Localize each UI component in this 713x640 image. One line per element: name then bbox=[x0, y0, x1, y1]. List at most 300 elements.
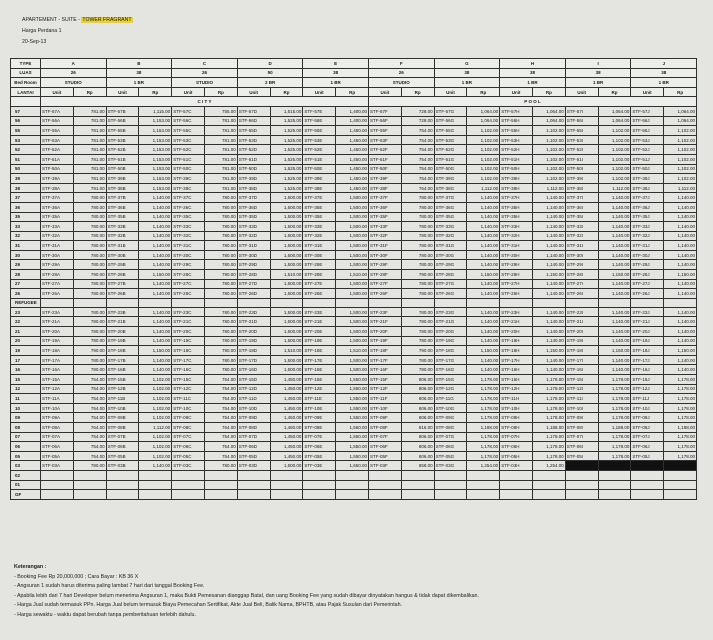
floor-row bbox=[11, 154, 697, 164]
unit-code: STF-33H bbox=[500, 222, 533, 232]
unit-code: STF-06E bbox=[303, 442, 336, 452]
unit-code: STF-38F bbox=[368, 183, 401, 193]
unit-code: STF-50C bbox=[172, 164, 205, 174]
unit-price: 1,150.00 bbox=[467, 270, 500, 280]
unit-price: 754.00 bbox=[204, 375, 237, 385]
floor-row bbox=[11, 461, 697, 471]
unit-price: 1,500.00 bbox=[336, 212, 369, 222]
unit-price: 754.00 bbox=[204, 384, 237, 394]
unit-code: STF-19A bbox=[41, 336, 74, 346]
empty-cell bbox=[434, 470, 467, 480]
refugee-cell bbox=[139, 298, 172, 307]
unit-code: STF-16G bbox=[434, 365, 467, 375]
unit-price: 1,178.00 bbox=[532, 442, 565, 452]
unit-code: STF-35I bbox=[565, 212, 598, 222]
unit-price: 790.00 bbox=[73, 270, 106, 280]
unit-code: STF-32A bbox=[41, 231, 74, 241]
unit-price: 1,140.00 bbox=[467, 202, 500, 212]
unit-price: 1,550.00 bbox=[336, 442, 369, 452]
unit-code: STF-12J bbox=[631, 384, 664, 394]
unit-code: STF-03H bbox=[500, 461, 533, 471]
unit-code: STF-06B bbox=[106, 442, 139, 452]
unit-code: STF-55F bbox=[368, 126, 401, 136]
unit-price: 1,500.00 bbox=[270, 212, 303, 222]
unit-code: STF-16E bbox=[303, 365, 336, 375]
unit-code: STF-33D bbox=[237, 222, 270, 232]
unit-price bbox=[664, 461, 697, 471]
unit-price: 1,178.00 bbox=[598, 413, 631, 423]
unit-price: 790.00 bbox=[204, 346, 237, 356]
unit-code: STF-15D bbox=[237, 375, 270, 385]
unit-price: 1,150.00 bbox=[532, 270, 565, 280]
unit-code: STF-08J bbox=[631, 422, 664, 432]
unit-code: STF-19I bbox=[565, 336, 598, 346]
unit-code: STF-31J bbox=[631, 241, 664, 251]
unit-code: STF-50I bbox=[565, 164, 598, 174]
unit-price: 1,102.00 bbox=[139, 384, 172, 394]
unit-price: 1,178.00 bbox=[664, 432, 697, 442]
unit-code: STF-19B bbox=[106, 336, 139, 346]
floor-row bbox=[11, 317, 697, 327]
floor-number: 55 bbox=[11, 126, 41, 136]
unit-code: STF-17D bbox=[237, 355, 270, 365]
unit-price: 1,450.00 bbox=[270, 403, 303, 413]
unit-code: STF-11I bbox=[565, 394, 598, 404]
empty-cell bbox=[598, 470, 631, 480]
floor-number: 31 bbox=[11, 241, 41, 251]
unit-price: 754.00 bbox=[401, 145, 434, 155]
unit-price: 1,178.00 bbox=[598, 384, 631, 394]
unit-price: 781.00 bbox=[204, 145, 237, 155]
type-letter: C bbox=[172, 59, 238, 69]
unit-price: 780.00 bbox=[204, 222, 237, 232]
unit-price: 780.00 bbox=[204, 327, 237, 337]
unit-code: STF-19J bbox=[631, 336, 664, 346]
unit-header: Unit bbox=[631, 87, 664, 97]
unit-code: STF-17J bbox=[631, 355, 664, 365]
unit-price: 1,500.00 bbox=[336, 289, 369, 299]
unit-code: STF-36C bbox=[172, 202, 205, 212]
unit-code: STF-57A bbox=[41, 106, 74, 116]
unit-price: 780.00 bbox=[204, 260, 237, 270]
unit-price: 755.00 bbox=[204, 106, 237, 116]
floor-row bbox=[11, 394, 697, 404]
unit-code: STF-12C bbox=[172, 384, 205, 394]
floor-row bbox=[11, 432, 697, 442]
unit-price: 1,150.00 bbox=[664, 346, 697, 356]
unit-price: 1,064.00 bbox=[664, 116, 697, 126]
unit-code: STF-07F bbox=[368, 432, 401, 442]
unit-code: STF-35A bbox=[41, 212, 74, 222]
unit-price: 1,140.00 bbox=[532, 365, 565, 375]
unit-code: STF-11E bbox=[303, 394, 336, 404]
empty-cell bbox=[204, 480, 237, 490]
unit-price: 1,140.00 bbox=[664, 279, 697, 289]
unit-code: STF-37F bbox=[368, 193, 401, 203]
unit-price: 1,140.00 bbox=[139, 260, 172, 270]
unit-price: 781.00 bbox=[73, 106, 106, 116]
unit-price: 1,140.00 bbox=[467, 212, 500, 222]
floor-row bbox=[11, 260, 697, 270]
unit-price: 1,500.00 bbox=[270, 260, 303, 270]
unit-code: STF-29B bbox=[106, 260, 139, 270]
bedroom-value: 1 BR bbox=[500, 78, 566, 88]
unit-code: STF-21C bbox=[172, 317, 205, 327]
unit-price: 1,500.00 bbox=[336, 317, 369, 327]
unit-code: STF-28J bbox=[631, 270, 664, 280]
unit-price: 1,102.00 bbox=[664, 154, 697, 164]
rp-header: Rp bbox=[401, 87, 434, 97]
unit-code: STF-11J bbox=[631, 394, 664, 404]
unit-code: STF-38J bbox=[631, 183, 664, 193]
unit-code: STF-57G bbox=[434, 106, 467, 116]
type-letter: F bbox=[368, 59, 434, 69]
unit-price: 1,102.00 bbox=[532, 135, 565, 145]
unit-code: STF-33F bbox=[368, 222, 401, 232]
type-letter: J bbox=[631, 59, 697, 69]
empty-cell bbox=[336, 490, 369, 500]
floor-row bbox=[11, 355, 697, 365]
unit-code: STF-20D bbox=[237, 327, 270, 337]
refugee-cell bbox=[303, 298, 336, 307]
empty-cell bbox=[532, 470, 565, 480]
floor-row bbox=[11, 442, 697, 452]
unit-price: 1,188.00 bbox=[598, 422, 631, 432]
unit-code: STF-05I bbox=[565, 451, 598, 461]
unit-price: 1,178.00 bbox=[664, 442, 697, 452]
unit-code: STF-53D bbox=[237, 135, 270, 145]
floor-row bbox=[11, 231, 697, 241]
unit-price: 1,140.00 bbox=[598, 279, 631, 289]
unit-code: STF-50D bbox=[237, 164, 270, 174]
unit-code: STF-18H bbox=[500, 346, 533, 356]
unit-code: STF-39G bbox=[434, 174, 467, 184]
unit-price: 1,178.00 bbox=[532, 413, 565, 423]
unit-code: STF-28F bbox=[368, 270, 401, 280]
unit-price: 1,525.00 bbox=[270, 145, 303, 155]
unit-price: 1,500.00 bbox=[270, 355, 303, 365]
unit-price: 1,102.00 bbox=[532, 154, 565, 164]
unit-code: STF-17G bbox=[434, 355, 467, 365]
unit-code: STF-15I bbox=[565, 375, 598, 385]
floor-row bbox=[11, 174, 697, 184]
unit-price: 1,500.00 bbox=[336, 250, 369, 260]
floor-number: 09 bbox=[11, 413, 41, 423]
unit-price: 1,140.00 bbox=[664, 231, 697, 241]
bedroom-value: 1 BR bbox=[106, 78, 172, 88]
luas-label: LUAS bbox=[11, 68, 41, 78]
unit-price: 780.00 bbox=[73, 193, 106, 203]
unit-price: 1,188.00 bbox=[532, 422, 565, 432]
unit-price: 1,178.00 bbox=[598, 375, 631, 385]
note-line: - Harga sewaktu - waktu dapat berubah tanpa pemberitahuan terlebih dahulu. bbox=[14, 611, 196, 618]
empty-cell bbox=[368, 470, 401, 480]
unit-code: STF-27A bbox=[41, 279, 74, 289]
unit-code: STF-37D bbox=[237, 193, 270, 203]
unit-code: STF-29C bbox=[172, 260, 205, 270]
unit-price: 728.00 bbox=[401, 106, 434, 116]
unit-price: 781.00 bbox=[204, 154, 237, 164]
floor-number: 37 bbox=[11, 193, 41, 203]
unit-price: 1,140.00 bbox=[598, 241, 631, 251]
notes-title: Keterangan : bbox=[14, 564, 47, 570]
unit-price: 1,450.00 bbox=[270, 394, 303, 404]
unit-price: 1,500.00 bbox=[270, 250, 303, 260]
unit-price: 1,140.00 bbox=[139, 336, 172, 346]
unit-code: STF-36A bbox=[41, 202, 74, 212]
unit-price: 780.00 bbox=[401, 231, 434, 241]
unit-code: STF-53A bbox=[41, 135, 74, 145]
unit-price: 1,140.00 bbox=[598, 222, 631, 232]
unit-price: 1,140.00 bbox=[139, 289, 172, 299]
unit-price: 780.00 bbox=[73, 279, 106, 289]
unit-price: 1,064.00 bbox=[467, 106, 500, 116]
unit-code: STF-05J bbox=[631, 451, 664, 461]
floor-row bbox=[11, 336, 697, 346]
unit-code: STF-31F bbox=[368, 241, 401, 251]
floor-number: 07 bbox=[11, 432, 41, 442]
empty-cell bbox=[368, 490, 401, 500]
unit-code: STF-53G bbox=[434, 135, 467, 145]
unit-code: STF-20I bbox=[565, 327, 598, 337]
unit-price: 790.00 bbox=[401, 346, 434, 356]
unit-price: 754.00 bbox=[73, 375, 106, 385]
unit-price: 1,515.00 bbox=[270, 106, 303, 116]
unit-price: 1,178.00 bbox=[664, 451, 697, 461]
empty-cell bbox=[270, 480, 303, 490]
unit-code: STF-23J bbox=[631, 307, 664, 317]
empty-cell bbox=[500, 480, 533, 490]
unit-price: 780.00 bbox=[401, 193, 434, 203]
unit-price: 1,064.00 bbox=[532, 106, 565, 116]
unit-code: STF-39D bbox=[237, 174, 270, 184]
unit-price: 1,140.00 bbox=[598, 212, 631, 222]
unit-price: 780.00 bbox=[73, 355, 106, 365]
unit-code: STF-33B bbox=[106, 222, 139, 232]
unit-code: STF-19F bbox=[368, 336, 401, 346]
unit-price: 1,140.00 bbox=[664, 289, 697, 299]
unit-price: 754.00 bbox=[73, 394, 106, 404]
unit-price: 1,102.00 bbox=[664, 126, 697, 136]
unit-price: 1,153.00 bbox=[139, 183, 172, 193]
unit-code: STF-39B bbox=[106, 174, 139, 184]
bedroom-value: 1 BR bbox=[565, 78, 631, 88]
unit-price: 1,500.00 bbox=[336, 279, 369, 289]
unit-price: 780.00 bbox=[401, 222, 434, 232]
unit-price: 1,140.00 bbox=[467, 307, 500, 317]
unit-price: 780.00 bbox=[401, 317, 434, 327]
unit-code: STF-56E bbox=[303, 116, 336, 126]
luas-value: 26 bbox=[172, 68, 238, 78]
bedroom-row bbox=[11, 78, 697, 88]
floor-number: 16 bbox=[11, 365, 41, 375]
unit-code: STF-32F bbox=[368, 231, 401, 241]
unit-price: 1,102.00 bbox=[598, 164, 631, 174]
unit-price: 1,500.00 bbox=[336, 365, 369, 375]
unit-code: STF-12B bbox=[106, 384, 139, 394]
floor-number: 21 bbox=[11, 327, 41, 337]
unit-code: STF-12H bbox=[500, 384, 533, 394]
unit-code: STF-11H bbox=[500, 394, 533, 404]
unit-price: 1,178.00 bbox=[664, 413, 697, 423]
unit-price bbox=[598, 461, 631, 471]
unit-code: STF-57E bbox=[303, 106, 336, 116]
unit-price: 1,500.00 bbox=[336, 260, 369, 270]
unit-code: STF-56G bbox=[434, 116, 467, 126]
unit-code: STF-39J bbox=[631, 174, 664, 184]
unit-code: STF-27I bbox=[565, 279, 598, 289]
unit-code: STF-06I bbox=[565, 442, 598, 452]
unit-price: 1,550.00 bbox=[336, 375, 369, 385]
unit-code: STF-08I bbox=[565, 422, 598, 432]
unit-code: STF-55D bbox=[237, 126, 270, 136]
unit-code: STF-21D bbox=[237, 317, 270, 327]
type-row bbox=[11, 59, 697, 69]
unit-price: 780.00 bbox=[204, 289, 237, 299]
floor-number: 15 bbox=[11, 375, 41, 385]
unit-price: 1,178.00 bbox=[467, 451, 500, 461]
empty-cell bbox=[303, 480, 336, 490]
floor-row bbox=[11, 451, 697, 461]
unit-code: STF-35H bbox=[500, 212, 533, 222]
refugee-cell bbox=[500, 298, 533, 307]
unit-price: 1,500.00 bbox=[336, 202, 369, 212]
unit-price: 1,102.00 bbox=[664, 174, 697, 184]
unit-code: STF-18I bbox=[565, 346, 598, 356]
floor-row bbox=[11, 307, 697, 317]
type-letter: E bbox=[303, 59, 369, 69]
bedroom-value: 2 BR bbox=[237, 78, 303, 88]
unit-code: STF-10I bbox=[565, 403, 598, 413]
unit-code: STF-51D bbox=[237, 154, 270, 164]
unit-price: 780.00 bbox=[401, 365, 434, 375]
unit-price: 780.00 bbox=[204, 355, 237, 365]
unit-price: 1,140.00 bbox=[139, 250, 172, 260]
unit-price: 1,140.00 bbox=[467, 260, 500, 270]
unit-code: STF-19E bbox=[303, 336, 336, 346]
floor-row bbox=[11, 145, 697, 155]
unit-code: STF-52I bbox=[565, 145, 598, 155]
unit-code: STF-09I bbox=[565, 413, 598, 423]
unit-code: STF-57F bbox=[368, 106, 401, 116]
unit-code: STF-53F bbox=[368, 135, 401, 145]
unit-price: 858.00 bbox=[401, 461, 434, 471]
unit-price: 791.00 bbox=[73, 183, 106, 193]
empty-cell bbox=[401, 470, 434, 480]
unit-code: STF-35D bbox=[237, 212, 270, 222]
unit-code: STF-12F bbox=[368, 384, 401, 394]
unit-code: STF-21G bbox=[434, 317, 467, 327]
unit-price: 1,140.00 bbox=[139, 241, 172, 251]
unit-code: STF-39F bbox=[368, 174, 401, 184]
unit-price: 1,140.00 bbox=[467, 279, 500, 289]
unit-price: 781.00 bbox=[73, 174, 106, 184]
unit-price: 780.00 bbox=[204, 317, 237, 327]
unit-price: 1,102.00 bbox=[139, 432, 172, 442]
unit-code: STF-03F bbox=[368, 461, 401, 471]
unit-price: 1,178.00 bbox=[598, 442, 631, 452]
luas-value: 26 bbox=[41, 68, 107, 78]
empty-cell bbox=[139, 480, 172, 490]
unit-price: 1,102.00 bbox=[467, 145, 500, 155]
unit-price: 1,140.00 bbox=[467, 222, 500, 232]
unit-header-row bbox=[11, 87, 697, 97]
refugee-cell bbox=[368, 298, 401, 307]
unit-price: 1,450.00 bbox=[270, 413, 303, 423]
unit-price: 1,178.00 bbox=[598, 403, 631, 413]
unit-code: STF-55C bbox=[172, 126, 205, 136]
unit-price: 1,102.00 bbox=[139, 394, 172, 404]
unit-code: STF-12A bbox=[41, 384, 74, 394]
unit-price: 1,140.00 bbox=[467, 355, 500, 365]
unit-price: 1,140.00 bbox=[532, 289, 565, 299]
unit-price: 1,102.00 bbox=[139, 375, 172, 385]
unit-code: STF-55G bbox=[434, 126, 467, 136]
unit-code: STF-18D bbox=[237, 346, 270, 356]
unit-price: 780.00 bbox=[401, 279, 434, 289]
unit-price: 1,178.00 bbox=[598, 451, 631, 461]
note-line: - Booking Fee Rp 20,000,000 ; Cara Bayar : KB 36 X bbox=[14, 573, 139, 580]
unit-code: STF-16J bbox=[631, 365, 664, 375]
unit-price: 806.00 bbox=[401, 375, 434, 385]
unit-price: 1,500.00 bbox=[270, 241, 303, 251]
bedroom-value: 1 BR bbox=[303, 78, 369, 88]
unit-price: 1,140.00 bbox=[598, 289, 631, 299]
refugee-cell bbox=[631, 298, 664, 307]
unit-code: STF-51E bbox=[303, 154, 336, 164]
unit-price: 780.00 bbox=[73, 241, 106, 251]
empty-cell bbox=[631, 480, 664, 490]
rp-header: Rp bbox=[532, 87, 565, 97]
unit-code: STF-06C bbox=[172, 442, 205, 452]
unit-price: 806.00 bbox=[401, 413, 434, 423]
refugee-cell bbox=[598, 298, 631, 307]
empty-cell bbox=[631, 470, 664, 480]
empty-cell bbox=[664, 480, 697, 490]
bedroom-value: STUDIO bbox=[41, 78, 107, 88]
unit-price: 1,650.00 bbox=[336, 461, 369, 471]
unit-price: 1,140.00 bbox=[664, 193, 697, 203]
unit-code: STF-17I bbox=[565, 355, 598, 365]
unit-price: 1,140.00 bbox=[664, 202, 697, 212]
unit-code: STF-32C bbox=[172, 231, 205, 241]
empty-cell bbox=[368, 480, 401, 490]
unit-code: STF-23E bbox=[303, 307, 336, 317]
refugee-cell bbox=[532, 298, 565, 307]
unit-code: STF-50B bbox=[106, 164, 139, 174]
luas-value: 38 bbox=[303, 68, 369, 78]
unit-code: STF-39I bbox=[565, 174, 598, 184]
floor-number: 10 bbox=[11, 403, 41, 413]
empty-cell bbox=[106, 480, 139, 490]
floor-number: 05 bbox=[11, 451, 41, 461]
unit-price: 1,178.00 bbox=[664, 384, 697, 394]
floor-number: 52 bbox=[11, 145, 41, 155]
unit-price: 1,140.00 bbox=[532, 202, 565, 212]
unit-code: STF-32G bbox=[434, 231, 467, 241]
unit-code: STF-16H bbox=[500, 365, 533, 375]
unit-code: STF-31D bbox=[237, 241, 270, 251]
unit-price: 1,102.00 bbox=[598, 126, 631, 136]
unit-code: STF-39H bbox=[500, 174, 533, 184]
unit-price: 1,140.00 bbox=[532, 212, 565, 222]
unit-code: STF-37C bbox=[172, 193, 205, 203]
unit-price: 1,254.00 bbox=[532, 461, 565, 471]
unit-code: STF-07E bbox=[303, 432, 336, 442]
unit-code: STF-57D bbox=[237, 106, 270, 116]
unit-price: 1,560.00 bbox=[336, 422, 369, 432]
unit-code: STF-21E bbox=[303, 317, 336, 327]
